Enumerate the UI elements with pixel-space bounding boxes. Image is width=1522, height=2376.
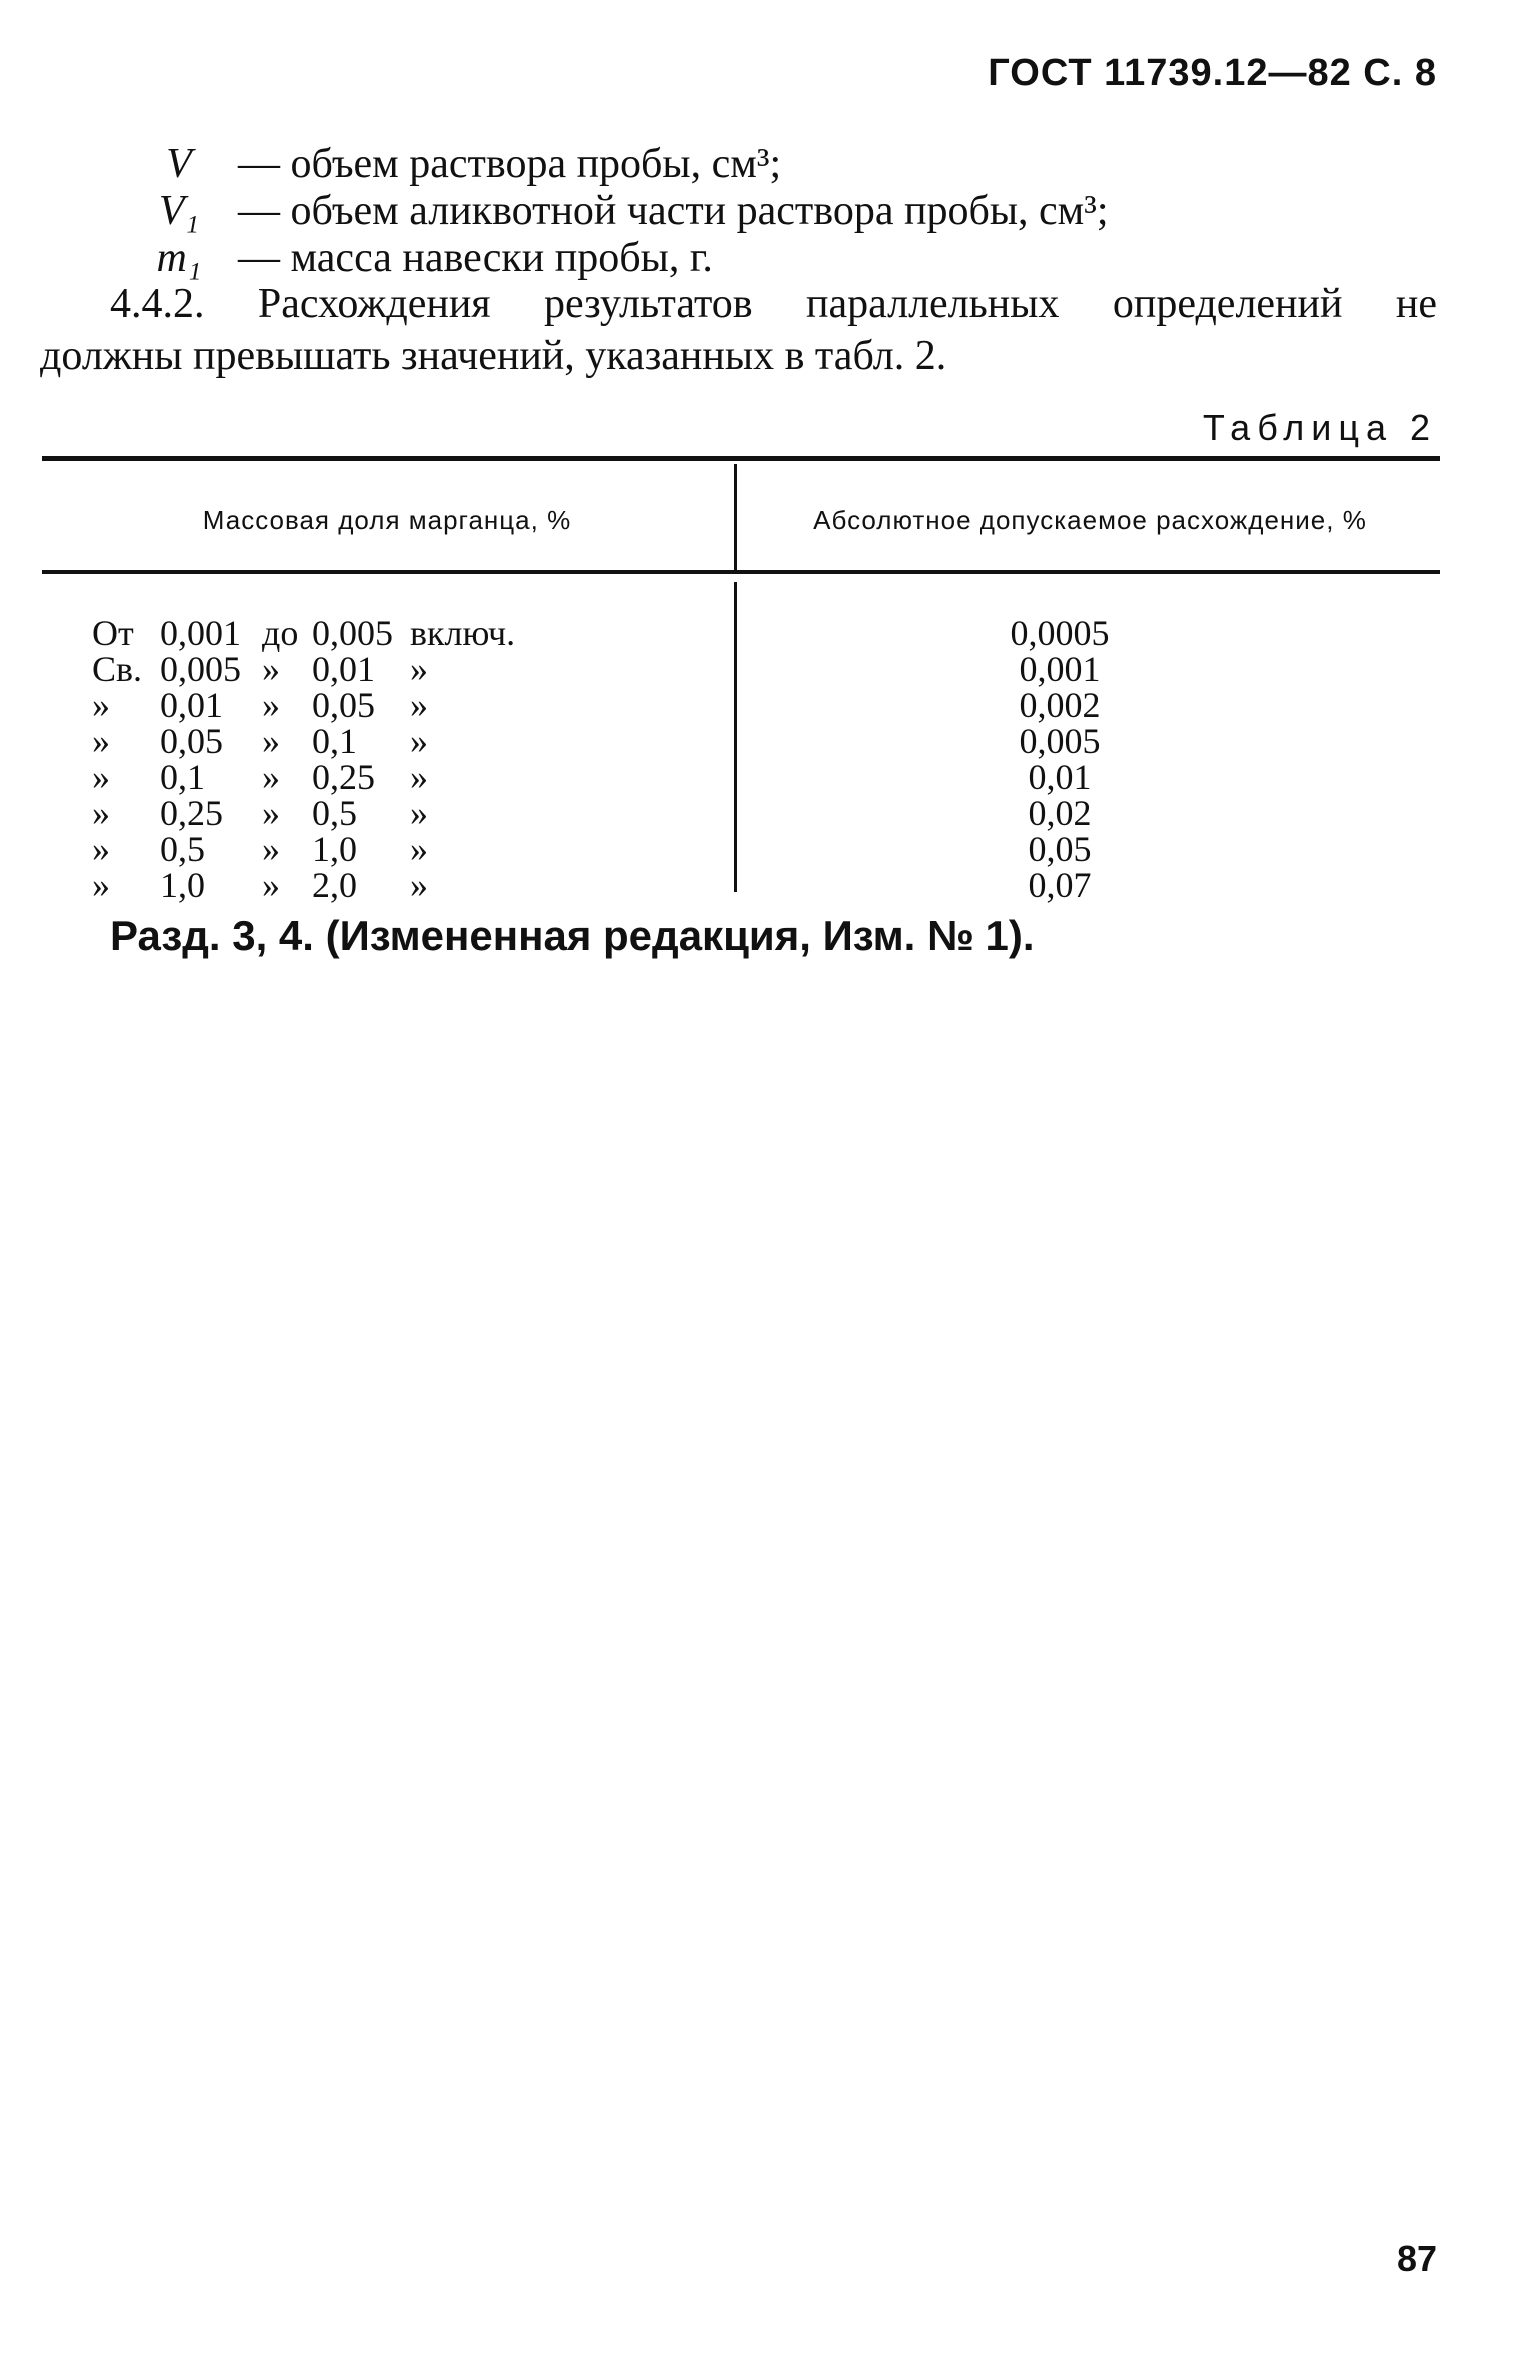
document-header: ГОСТ 11739.12—82 С. 8 [988,52,1437,94]
range-from: 0,25 [160,793,223,833]
variable-symbol: V [166,141,192,187]
range-sep: » [262,721,280,761]
range-from: 0,1 [160,757,205,797]
variable-symbol: m₁ [156,235,202,281]
range-sep: » [262,685,280,725]
table-header-rule [42,570,1440,574]
range-prefix: » [92,829,110,869]
range-to: 0,05 [312,685,375,725]
tolerance-value: 0,001 [1019,649,1101,689]
range-sep: до [262,613,299,653]
tolerance-value: 0,002 [1019,685,1101,725]
range-sep: » [262,649,280,689]
range-sep: » [262,757,280,797]
tolerance-value: 0,01 [1028,757,1092,797]
table-title: Таблица 2 [1202,407,1437,448]
range-suffix: » [410,649,428,689]
range-suffix: » [410,721,428,761]
range-suffix: » [410,793,428,833]
range-prefix: » [92,757,110,797]
range-suffix: » [410,685,428,725]
table-header-divider [734,464,737,574]
range-to: 0,25 [312,757,375,797]
range-prefix: » [92,793,110,833]
variable-description: — масса навески пробы, г. [238,235,713,281]
range-prefix: От [92,613,134,653]
variable-definition [120,187,1109,235]
column-header-mass-fraction: Массовая доля марганца, % [202,505,572,535]
range-from: 1,0 [160,865,205,905]
range-prefix: » [92,685,110,725]
table-top-rule [42,456,1440,461]
paragraph-line-2: должны превышать значений, указанных в табл. 2. [40,333,947,379]
range-to: 0,1 [312,721,357,761]
range-suffix: » [410,865,428,905]
variable-definition [120,140,781,188]
range-sep: » [262,793,280,833]
range-suffix: включ. [410,613,516,653]
table-body-divider [734,582,737,892]
range-from: 0,5 [160,829,205,869]
range-to: 1,0 [312,829,357,869]
range-from: 0,005 [160,649,241,689]
range-prefix: » [92,721,110,761]
tolerance-value: 0,02 [1028,793,1092,833]
range-from: 0,001 [160,613,241,653]
column-header-tolerance: Абсолютное допускаемое расхождение, % [813,505,1367,535]
amendment-note: Разд. 3, 4. (Измененная редакция, Изм. № 1). [110,912,1035,959]
page-number: 87 [1396,2238,1437,2279]
paragraph-line-1: 4.4.2. Расхождения результатов параллельных определений не [110,281,1437,327]
range-suffix: » [410,757,428,797]
range-to: 2,0 [312,865,357,905]
variable-description: — объем раствора пробы, см³; [238,141,782,187]
tolerance-value: 0,05 [1028,829,1092,869]
variable-definition [120,234,713,282]
range-from: 0,01 [160,685,223,725]
tolerance-value: 0,005 [1019,721,1101,761]
range-to: 0,5 [312,793,357,833]
range-suffix: » [410,829,428,869]
range-prefix: » [92,865,110,905]
tolerance-value: 0,0005 [1010,613,1110,653]
range-from: 0,05 [160,721,223,761]
range-sep: » [262,829,280,869]
tolerance-value: 0,07 [1028,865,1092,905]
range-to: 0,005 [312,613,393,653]
range-to: 0,01 [312,649,375,689]
range-sep: » [262,865,280,905]
variable-symbol: V₁ [158,188,200,234]
range-prefix: Св. [92,649,143,689]
variable-description: — объем аликвотной части раствора пробы, см³; [238,188,1109,234]
